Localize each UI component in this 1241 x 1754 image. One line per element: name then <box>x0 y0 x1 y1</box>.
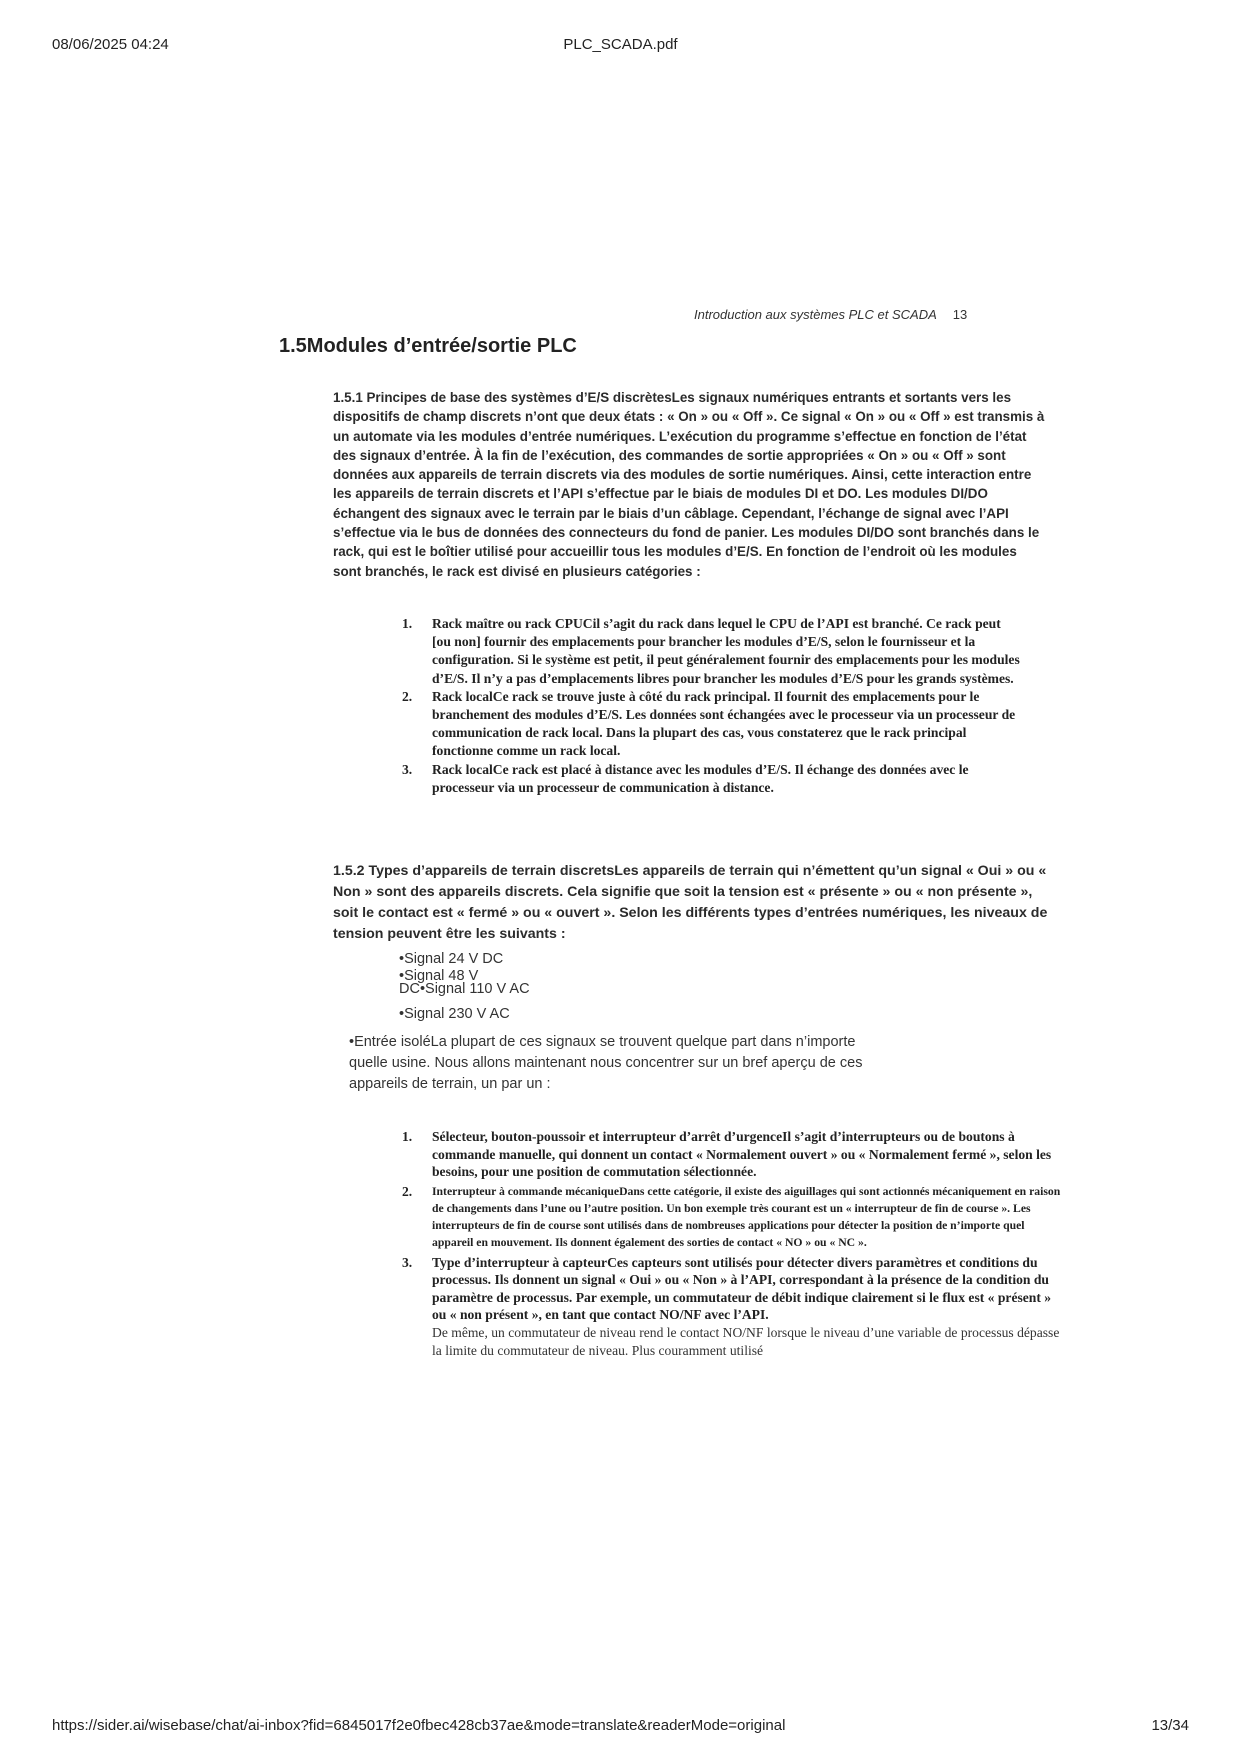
section-title: 1.5Modules d’entrée/sortie PLC <box>279 335 577 357</box>
device-list <box>402 1128 1062 1361</box>
list-number: 3. <box>402 1254 413 1270</box>
list-number: 3. <box>402 761 413 777</box>
list-text: Type d’interrupteur à capteurCes capteurs sont utilisés pour détecter divers paramètres et conditions du processus. Ils donnent un signal « Oui » ou « Non » à l’API, correspondant à la présence de la condition du paramètre de processus. Par exemple, un commutateur de débit indique clairement si le flux est « présent » ou « non présent », en tant que contact NO/NF avec l’API. <box>432 1254 1052 1323</box>
page-number: 13 <box>952 307 968 322</box>
print-url: https://sider.ai/wisebase/chat/ai-inbox?fid=6845017f2e0fbec428cb37ae&mode=translate&readerMode=original <box>52 1717 786 1734</box>
list-text: Rack localCe rack est placé à distance avec les modules d’E/S. Il échange des données avec le processeur via un processeur de communication à distance. <box>432 761 969 795</box>
list-text: Interrupteur à commande mécaniqueDans cette catégorie, il existe des aiguillages qui sont actionnés mécaniquement en raison de changements dans l’une ou l’autre position. Un bon exemple très courant est un « interrupteur de fin de course ». Les interrupteurs de fin de course sont utilisés dans de nombreuses applications pour détecter la position de n’importe quel appareil en mouvement. Ils donnent également des sorties de contact « NO » ou « NC ». <box>432 1184 1061 1250</box>
running-head-title: Introduction aux systèmes PLC et SCADA <box>694 307 937 322</box>
list-item <box>402 688 1022 761</box>
list-number: 2. <box>402 1183 413 1199</box>
print-page-count: 13/34 <box>1151 1717 1189 1734</box>
print-datetime: 08/06/2025 04:24 <box>52 36 169 53</box>
signal-item: •Signal 48 V <box>399 968 479 984</box>
list-item <box>402 1254 1062 1360</box>
signal-item: •Signal 230 V AC <box>399 1006 510 1022</box>
list-text: Rack maître ou rack CPUCil s’agit du rack dans lequel le CPU de l’API est branché. Ce rack peut [ou non] fournir des emplacements pour brancher les modules d’E/S, selon le fournisseur et la configuration. Si le système est petit, il peut généralement fournir des emplacements pour les modules d’E/S. Il n’y a pas d’emplacements libres pour brancher les modules d’E/S pour les grands systèmes. <box>432 616 1020 686</box>
signal-item: •Signal 24 V DC <box>399 951 504 967</box>
signal-list <box>399 951 530 1023</box>
list-text-continued: De même, un commutateur de niveau rend le contact NO/NF lorsque le niveau d’une variable de processus dépasse la limite du commutateur de niveau. Plus couramment utilisé <box>432 1325 1060 1358</box>
list-number: 2. <box>402 688 413 704</box>
list-item <box>402 761 1022 797</box>
paragraph-1-5-1: 1.5.1 Principes de base des systèmes d’E/S discrètesLes signaux numériques entrants et sortants vers les dispositifs de champ discrets n’ont que deux états : « On » ou « Off ». Ce signal « On » ou « Off » est transmis à un automate via les modules d’entrée numériques. L’exécution du programme s’effectue en fonction de l’état des signaux d’entrée. À la fin de l’exécution, des commandes de sortie appropriées « On » ou « Off » sont données aux appareils de terrain discrets via des modules de sortie numériques. Ainsi, cette interaction entre les appareils de terrain discrets et l’API s’effectue par le biais de modules DI et DO. Les modules DI/DO échangent des signaux avec le terrain par le biais d’un câblage. Cependant, l’échange de signal avec l’API s’effectue via le bus de données des connecteurs du fond de panier. Les modules DI/DO sont branchés dans le rack, qui est le boîtier utilisé pour accueillir tous les modules d’E/S. En fonction de l’endroit où les modules sont branchés, le rack est divisé en plusieurs catégories : <box>333 390 1045 579</box>
running-head <box>694 307 967 322</box>
list-number: 1. <box>402 616 413 631</box>
list-text: Sélecteur, bouton-poussoir et interrupteur d’arrêt d’urgenceIl s’agit d’interrupteurs ou de boutons à commande manuelle, qui donnent un contact « Normalement ouvert » ou « Normalement fermé », selon les besoins, pour une position de commutation sélectionnée. <box>432 1129 1052 1179</box>
list-number: 1. <box>402 1129 413 1144</box>
list-item <box>402 1183 1062 1252</box>
rack-list <box>402 615 1022 797</box>
isolated-input-paragraph: •Entrée isoléLa plupart de ces signaux se trouvent quelque part dans n’importe quelle usine. Nous allons maintenant nous concentrer sur un bref aperçu de ces appareils de terrain, un par un : <box>349 1034 863 1092</box>
print-doc-title: PLC_SCADA.pdf <box>563 36 678 53</box>
signal-item: DC•Signal 110 V AC <box>399 981 530 997</box>
list-item <box>402 1128 1062 1181</box>
list-item <box>402 615 1022 688</box>
list-text: Rack localCe rack se trouve juste à côté du rack principal. Il fournit des emplacements pour le branchement des modules d’E/S. Les données sont échangées avec le processeur via un processeur de communication de rack local. Dans la plupart des cas, vous constaterez que le rack principal fonctionne comme un rack local. <box>432 688 1016 759</box>
paragraph-1-5-2: 1.5.2 Types d’appareils de terrain discretsLes appareils de terrain qui n’émettent qu’un signal « Oui » ou « Non » sont des appareils discrets. Cela signifie que soit la tension est « présente » ou « non présente », soit le contact est « fermé » ou « ouvert ». Selon les différents types d’entrées numériques, les niveaux de tension peuvent être les suivants : <box>333 863 1048 942</box>
